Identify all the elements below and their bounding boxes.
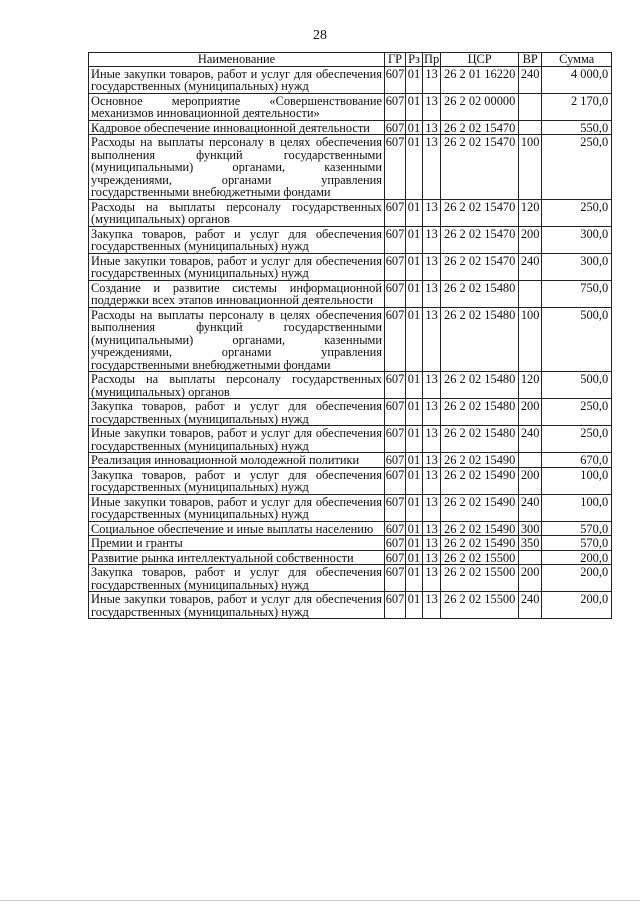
row-sum: 500,0 [542,372,612,399]
row-vr: 240 [519,592,542,619]
row-name: Закупка товаров, работ и услуг для обеспечения государственных (муниципальных) нужд [89,467,385,494]
row-gr: 607 [385,307,406,372]
row-rz: 01 [406,120,423,135]
table-row [89,426,612,453]
row-sum: 100,0 [542,494,612,521]
budget-table [88,52,612,619]
row-rz: 01 [406,426,423,453]
row-rz: 01 [406,550,423,565]
row-gr: 607 [385,592,406,619]
row-vr: 200 [519,226,542,253]
row-vr: 200 [519,467,542,494]
row-vr: 200 [519,565,542,592]
header-gr: ГР [385,53,406,67]
row-rz: 01 [406,453,423,468]
table-row [89,93,612,120]
row-csr: 26 2 02 00000 [441,93,519,120]
row-gr: 607 [385,536,405,550]
row-rz: 01 [406,307,423,372]
row-sum: 750,0 [542,280,612,307]
row-gr: 607 [385,399,406,426]
row-sum: 570,0 [542,536,612,551]
row-gr: 607 [385,226,406,253]
row-gr: 607 [385,521,405,536]
row-pr: 13 [423,453,441,468]
row-rz: 01 [406,565,423,592]
row-name: Кадровое обеспечение инновационной деятельности [89,120,385,135]
row-name: Иные закупки товаров, работ и услуг для обеспечения государственных (муниципальных) нужд [89,592,385,619]
row-pr: 13 [423,199,441,226]
row-gr: 607 [385,550,405,565]
row-gr: 607 [385,135,406,200]
row-name: Развитие рынка интеллектуальной собственности [89,550,385,565]
table-row [89,521,612,536]
row-csr: 26 2 02 15480 [441,280,519,307]
row-rz: 01 [406,536,423,551]
row-rz: 01 [406,372,423,399]
row-csr: 26 2 02 15500 [441,565,519,592]
row-pr: 13 [423,93,441,120]
row-csr: 26 2 01 16220 [441,66,519,93]
row-rz: 01 [406,93,423,120]
row-sum: 100,0 [542,467,612,494]
row-name: Реализация инновационной молодежной политики [89,453,385,468]
row-rz: 01 [406,253,423,280]
row-csr: 26 2 02 15490 [441,494,519,521]
row-csr: 26 2 02 15470 [441,253,519,280]
row-gr: 607 [385,93,406,120]
table-row [89,565,612,592]
row-gr: 607 [385,467,406,494]
row-vr: 120 [519,199,542,226]
row-sum: 250,0 [542,135,612,200]
row-rz: 01 [406,467,423,494]
table-row [89,372,612,399]
row-name: Расходы на выплаты персоналу в целях обеспечения выполнения функций государственными (муниципальными) органами, казенными учреждениями, органами управления государственными внебюджетными фондами [89,307,385,372]
table-row [89,253,612,280]
table-row [89,120,612,135]
row-vr: 240 [519,494,542,521]
row-rz: 01 [406,199,423,226]
row-pr: 13 [423,521,441,536]
row-pr: 13 [423,565,441,592]
row-sum: 4 000,0 [542,66,612,93]
row-csr: 26 2 02 15470 [441,135,519,200]
header-pr: Пр [424,52,440,66]
row-gr: 607 [385,120,405,135]
row-vr [519,453,542,468]
row-name: Иные закупки товаров, работ и услуг для обеспечения государственных (муниципальных) нужд [89,426,385,453]
row-name: Закупка товаров, работ и услуг для обеспечения государственных (муниципальных) нужд [89,399,385,426]
row-pr: 13 [423,66,441,93]
row-rz: 01 [406,226,423,253]
row-name: Расходы на выплаты персоналу в целях обеспечения выполнения функций государственными (муниципальными) органами, казенными учреждениями, органами управления государственными внебюджетными фондами [89,135,385,200]
table-header-row [89,53,612,67]
row-vr: 100 [519,135,542,200]
row-name: Иные закупки товаров, работ и услуг для обеспечения государственных (муниципальных) нужд [89,253,385,280]
row-vr: 240 [519,66,542,93]
header-vr: ВР [519,53,542,67]
row-csr: 26 2 02 15480 [441,307,519,372]
row-name: Социальное обеспечение и иные выплаты населению [89,521,385,536]
row-pr: 13 [423,120,441,135]
row-rz: 01 [406,592,423,619]
row-pr: 13 [423,280,441,307]
header-sum: Сумма [542,53,612,67]
header-name: Наименование [89,53,385,67]
table-row [89,135,612,200]
row-pr: 13 [423,550,441,565]
table-row [89,536,612,551]
row-vr: 300 [519,521,542,536]
row-sum: 300,0 [542,226,612,253]
row-pr: 13 [423,399,441,426]
row-name: Закупка товаров, работ и услуг для обеспечения государственных (муниципальных) нужд [89,565,385,592]
row-csr: 26 2 02 15470 [441,199,519,226]
row-sum: 250,0 [542,199,612,226]
row-csr: 26 2 02 15490 [441,467,519,494]
row-vr [519,280,542,307]
table-row [89,307,612,372]
row-csr: 26 2 02 15480 [441,399,519,426]
row-gr: 607 [385,372,406,399]
row-gr: 607 [385,253,406,280]
row-pr: 13 [423,372,441,399]
table-row [89,199,612,226]
table-row [89,280,612,307]
row-gr: 607 [385,494,406,521]
row-sum: 200,0 [542,550,612,565]
row-pr: 13 [423,307,441,372]
row-csr: 26 2 02 15490 [441,453,519,468]
row-sum: 200,0 [542,565,612,592]
row-csr: 26 2 02 15490 [441,521,519,536]
row-rz: 01 [406,399,423,426]
table-row [89,453,612,468]
table-row [89,592,612,619]
row-sum: 250,0 [542,399,612,426]
row-name: Расходы на выплаты персоналу государственных (муниципальных) органов [89,199,385,226]
scan-edge-rule [0,900,640,901]
row-vr: 240 [519,253,542,280]
row-pr: 13 [423,592,441,619]
row-pr: 13 [423,426,441,453]
row-name: Премии и гранты [89,536,385,551]
row-rz: 01 [406,135,423,200]
row-csr: 26 2 02 15500 [441,592,519,619]
row-name: Иные закупки товаров, работ и услуг для обеспечения государственных (муниципальных) нужд [89,66,385,93]
row-gr: 607 [385,565,406,592]
row-pr: 13 [423,494,441,521]
row-vr [519,550,542,565]
row-sum: 500,0 [542,307,612,372]
row-vr: 100 [519,307,542,372]
row-name: Основное мероприятие «Совершенствование механизмов инновационной деятельности» [89,93,385,120]
row-gr: 607 [385,453,405,467]
table-row [89,226,612,253]
row-csr: 26 2 02 15470 [441,120,519,135]
row-vr: 200 [519,399,542,426]
row-rz: 01 [406,494,423,521]
row-pr: 13 [423,253,441,280]
row-pr: 13 [423,536,441,551]
page-number: 28 [313,28,327,43]
table-row [89,467,612,494]
row-gr: 607 [385,280,406,307]
row-sum: 550,0 [542,120,612,135]
row-name: Создание и развитие системы информационной поддержки всех этапов инновационной деятельности [89,280,385,307]
row-csr: 26 2 02 15480 [441,372,519,399]
table-row [89,494,612,521]
row-vr [519,120,542,135]
row-vr: 350 [519,536,542,551]
row-sum: 2 170,0 [542,93,612,120]
row-rz: 01 [406,66,423,93]
row-rz: 01 [406,521,423,536]
table-row [89,399,612,426]
row-vr: 120 [519,372,542,399]
row-vr: 240 [519,426,542,453]
row-pr: 13 [423,135,441,200]
row-name: Закупка товаров, работ и услуг для обеспечения государственных (муниципальных) нужд [89,226,385,253]
row-csr: 26 2 02 15480 [441,426,519,453]
row-pr: 13 [423,226,441,253]
row-gr: 607 [385,426,406,453]
row-name: Расходы на выплаты персоналу государственных (муниципальных) органов [89,372,385,399]
row-vr [519,93,542,120]
row-sum: 670,0 [542,453,612,468]
header-rz: Рз [406,53,423,67]
row-csr: 26 2 02 15470 [441,226,519,253]
row-rz: 01 [406,280,423,307]
row-sum: 570,0 [542,521,612,536]
table-row [89,66,612,93]
row-sum: 300,0 [542,253,612,280]
row-name: Иные закупки товаров, работ и услуг для обеспечения государственных (муниципальных) нужд [89,494,385,521]
row-csr: 26 2 02 15490 [441,536,519,551]
header-csr: ЦСР [441,53,519,67]
row-gr: 607 [385,199,406,226]
row-sum: 250,0 [542,426,612,453]
row-pr: 13 [423,467,441,494]
row-gr: 607 [385,66,406,93]
row-sum: 200,0 [542,592,612,619]
table-row [89,550,612,565]
row-csr: 26 2 02 15500 [441,550,519,565]
